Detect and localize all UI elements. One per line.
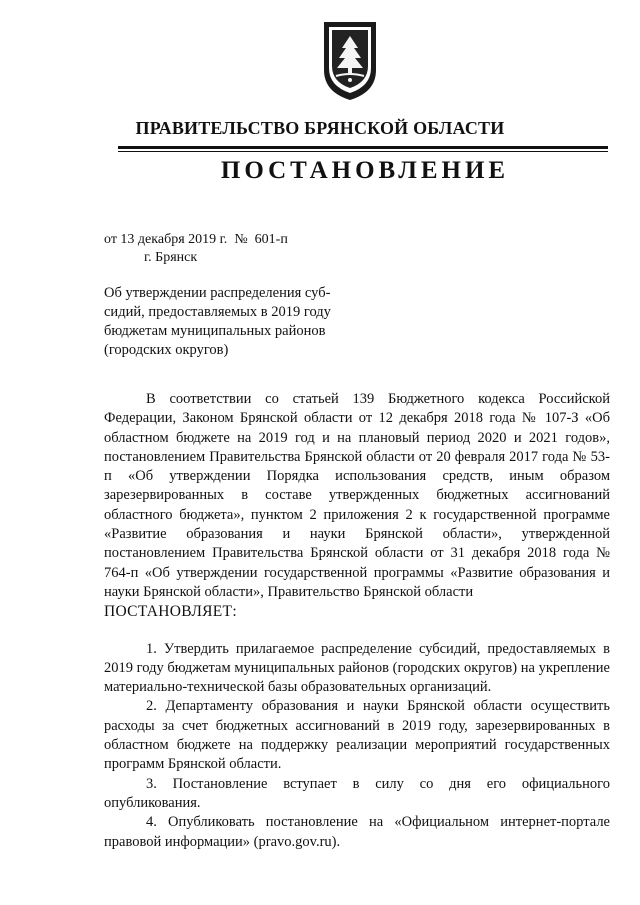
subject-line: бюджетам муниципальных районов bbox=[104, 323, 326, 339]
date-number-line bbox=[104, 232, 288, 248]
resolution-item-3: 3. Постановление вступает в силу со дня его официального опубликования. bbox=[104, 775, 610, 811]
subject-line: Об утверждении распределения суб- bbox=[104, 285, 331, 301]
document-body bbox=[104, 390, 610, 852]
document-date: от 13 декабря 2019 г. bbox=[104, 232, 228, 247]
preamble-paragraph: В соответствии со статьей 139 Бюджетного кодекса Российской Федерации, Законом Брянской области от 12 декабря 2018 года № 107-З «Об областном бюджете на 2019 год и на плановый период 2020 и 2021 годов», постановлением Правительства Брянской области от 20 февраля 2017 года № 53-п «Об утверждении Порядка использования средств, иным образом зарезервированных в составе утвержденных бюджетных ассигнований областного бюджета», пунктом 2 приложения 2 к государственной программе «Развитие образования и науки Брянской области», утвержденной постановлением Правительства Брянской области от 31 декабря 2018 года № 764-п «Об утверждении государственной программы «Развитие образования и науки Брянской области», Правительство Брянской области bbox=[104, 391, 610, 600]
document-number: 601-п bbox=[254, 232, 288, 247]
number-sign: № bbox=[234, 232, 248, 247]
subject-line: (городских округов) bbox=[104, 342, 229, 358]
subject-line: сидий, предоставляемых в 2019 году bbox=[104, 304, 331, 320]
header-rule-thick bbox=[118, 146, 608, 149]
bryansk-coat-of-arms-icon bbox=[318, 18, 382, 102]
government-name: ПРАВИТЕЛЬСТВО БРЯНСКОЙ ОБЛАСТИ bbox=[135, 118, 505, 138]
resolution-item-2: 2. Департаменту образования и науки Брянской области осуществить расходы за счет бюджетных ассигнований в 2019 году, зарезервированных в областном бюджете на поддержку реализации мероприятий государственных программ Брянской области. bbox=[104, 698, 610, 773]
document-subject bbox=[104, 284, 364, 360]
header-rule-thin bbox=[118, 151, 608, 152]
document-city: г. Брянск bbox=[144, 250, 198, 265]
decree-word: ПОСТАНОВЛЯЕТ: bbox=[104, 603, 237, 621]
paragraph-spacer bbox=[104, 622, 610, 640]
resolution-item-1: 1. Утвердить прилагаемое распределение субсидий, предоставляемых в 2019 году бюджетам муниципальных районов (городских округов) на укрепление материально-технической базы образовательных организаций. bbox=[104, 640, 610, 696]
document-type-title: ПОСТАНОВЛЕНИЕ bbox=[220, 157, 510, 184]
resolution-item-4: 4. Опубликовать постановление на «Официальном интернет-портале правовой информации» (pravo.gov.ru). bbox=[104, 814, 610, 850]
